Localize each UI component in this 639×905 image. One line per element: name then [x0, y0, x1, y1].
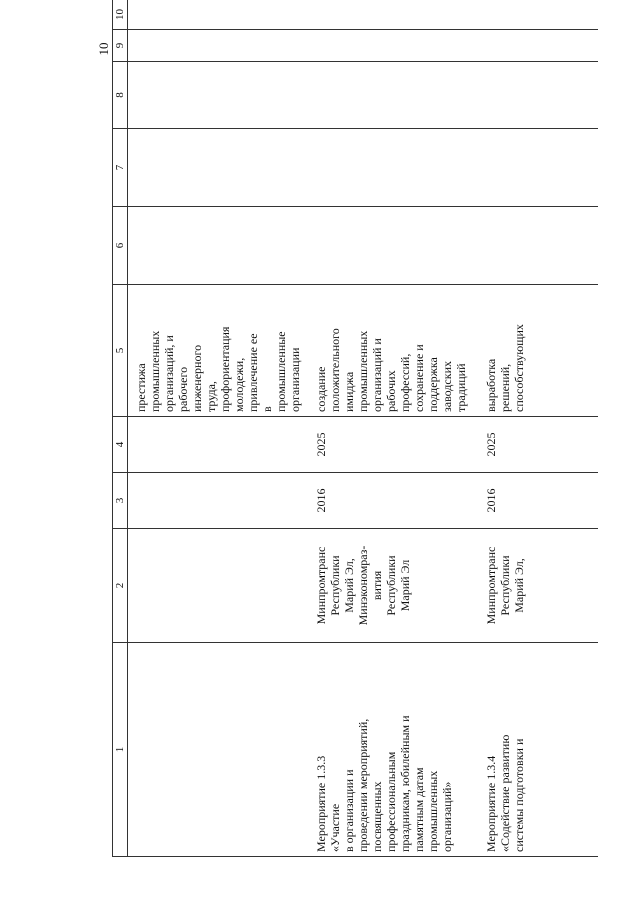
column-header: 9 [113, 30, 128, 62]
empty-cell [128, 207, 309, 285]
empty-cell [478, 129, 598, 207]
start-year-cell [478, 473, 598, 529]
empty-cell [478, 30, 598, 62]
empty-cell [308, 129, 478, 207]
result-cell [308, 285, 478, 417]
result-text: выработка решений, способствующих [484, 324, 526, 412]
page-number: 10 [96, 42, 111, 56]
result-cell [128, 285, 309, 417]
column-header: 8 [113, 62, 128, 129]
result-text: создание положительного имиджа промышленных организаций и рабочих профессий, сохранение и поддержка заводских традиций [314, 328, 468, 412]
empty-cell [478, 0, 598, 30]
activity-cell [128, 643, 309, 857]
start-year-text: 2016 [314, 488, 328, 513]
rotated-table-sheet [112, 0, 632, 857]
table-row [308, 0, 478, 857]
column-header: 6 [113, 207, 128, 285]
responsible-text: Минпромтранс Республики Марий Эл, [484, 546, 526, 625]
end-year-text: 2025 [314, 432, 328, 457]
empty-cell [128, 129, 309, 207]
activity-text: Мероприятие 1.3.4 «Содействие развитию системы подготовки и [484, 734, 526, 852]
empty-cell [128, 30, 309, 62]
result-text: престижа промышленных организаций, и рабочего инженерного труда, профориентация молодежи, привлечение ее в промышленные организации [134, 326, 302, 412]
column-header: 4 [113, 417, 128, 473]
column-header: 7 [113, 129, 128, 207]
responsible-cell [128, 529, 309, 643]
program-activities-table [112, 0, 598, 857]
start-year-text: 2016 [484, 488, 498, 513]
responsible-cell [478, 529, 598, 643]
empty-cell [478, 207, 598, 285]
empty-cell [128, 0, 309, 30]
empty-cell [308, 62, 478, 129]
responsible-text: Минпромтранс Республики Марий Эл, Минэкономраз- вития Республики Марий Эл [314, 545, 412, 626]
table-row [478, 0, 598, 857]
activity-cell [478, 643, 598, 857]
end-year-text: 2025 [484, 432, 498, 457]
column-header: 2 [113, 529, 128, 643]
table-row [128, 0, 309, 857]
activity-cell [308, 643, 478, 857]
empty-cell [308, 0, 478, 30]
column-number-header-row [113, 0, 128, 857]
end-year-cell [308, 417, 478, 473]
responsible-cell [308, 529, 478, 643]
column-header: 5 [113, 285, 128, 417]
column-header: 1 [113, 643, 128, 857]
empty-cell [308, 207, 478, 285]
activity-text: Мероприятие 1.3.3 «Участие в организации и проведении мероприятий, посвященных профессиональным праздникам, юбилейным и памятным датам промышленных организаций» [314, 715, 454, 852]
start-year-cell [308, 473, 478, 529]
empty-cell [478, 62, 598, 129]
column-header: 10 [113, 0, 128, 30]
result-cell [478, 285, 598, 417]
end-year-cell [128, 417, 309, 473]
empty-cell [308, 30, 478, 62]
column-header: 3 [113, 473, 128, 529]
empty-cell [128, 62, 309, 129]
start-year-cell [128, 473, 309, 529]
end-year-cell [478, 417, 598, 473]
